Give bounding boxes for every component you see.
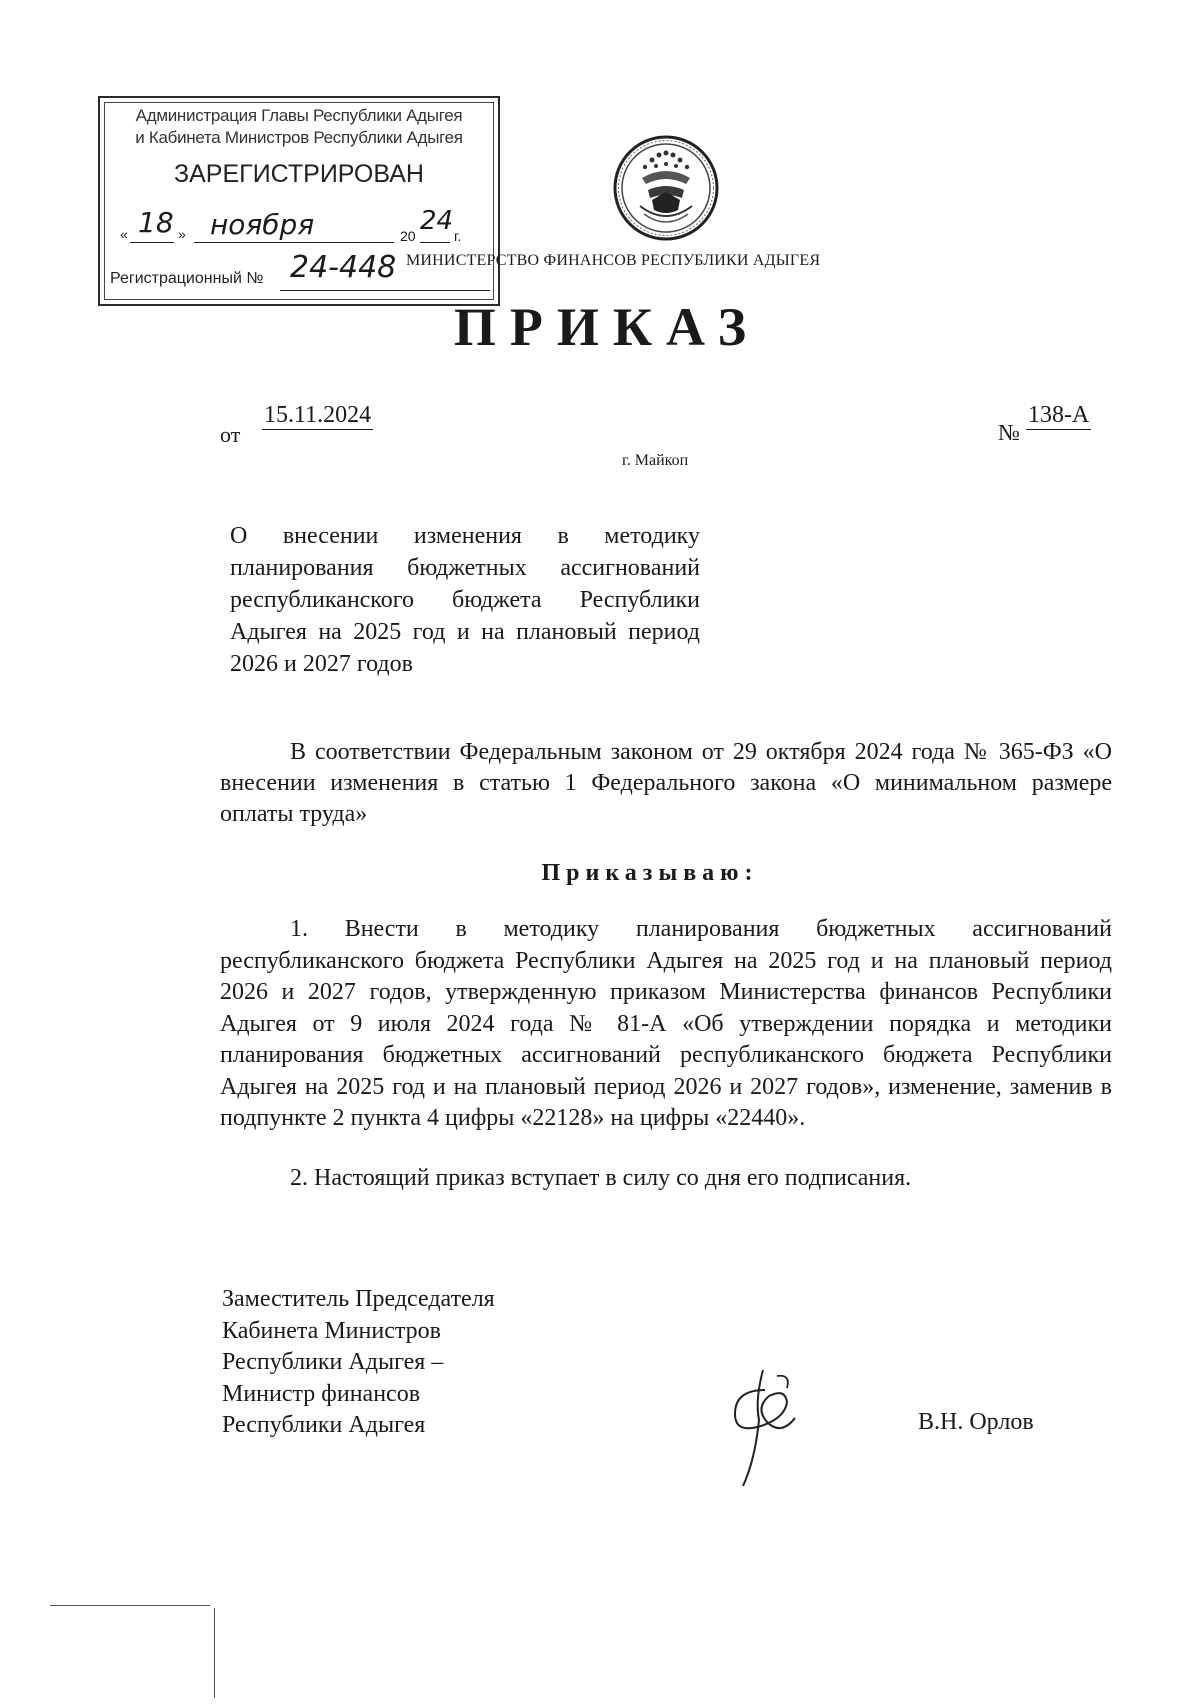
scan-artifact-line (214, 1608, 215, 1698)
document-type-title: ПРИКАЗ (453, 297, 761, 357)
stamp-year-suffix: 24 (420, 206, 454, 236)
stamp-year-underline (420, 242, 450, 243)
stamp-day: 18 (138, 206, 174, 239)
stamp-reg-number: 24-448 (290, 250, 397, 285)
stamp-year-prefix: 20 (400, 228, 416, 244)
signer-title-line: Кабинета Министров (222, 1317, 441, 1344)
coat-of-arms-icon (612, 134, 720, 242)
stamp-day-underline (130, 242, 174, 243)
signer-title-line: Республики Адыгея – (222, 1349, 444, 1375)
order-subject: О внесении изменения в методику планирования бюджетных ассигнований республиканского бюджета Республики Адыгея на 2025 год и на плановый период 2026 и 2027 годов (230, 523, 700, 677)
preamble: В соответствии Федеральным законом от 29 октября 2024 года № 365-ФЗ «О внесении изменения в статью 1 Федерального закона «О минимальном размере оплаты труда» (220, 739, 1112, 827)
stamp-quote-close: » (178, 226, 186, 242)
registration-stamp (98, 96, 500, 306)
signer-title (222, 1284, 495, 1442)
date-value: 15.11.2024 (264, 402, 372, 428)
signer-title-line: Республики Адыгея (222, 1412, 426, 1438)
scan-artifact-line (50, 1605, 210, 1606)
clause-2: 2. Настоящий приказ вступает в силу со дня его подписания. (290, 1165, 912, 1191)
stamp-quote-open: « (120, 226, 128, 242)
city: г. Майкоп (622, 452, 689, 469)
signer-title-line: Заместитель Председателя (222, 1286, 495, 1312)
stamp-date-row (114, 206, 488, 246)
order-date (220, 402, 404, 446)
stamp-reg-underline (280, 290, 490, 291)
stamp-reg-label: Регистрационный № (110, 270, 264, 287)
stamp-month: ноября (210, 208, 315, 241)
order-number (998, 402, 1098, 446)
handwritten-signature-icon (725, 1360, 815, 1490)
stamp-org-line1: Администрация Главы Республики Адыгея (135, 106, 463, 125)
signer-title-line: Министр финансов (222, 1380, 421, 1407)
number-value: 138-А (1028, 402, 1090, 428)
clause-1: 1. Внести в методику планирования бюджетных ассигнований республиканского бюджета Республики Адыгея на 2025 год и на плановый период 2026 и 2027 годов, утвержденную приказом Министерства финансов Республики Адыгея от 9 июля 2024 года № 81-А «Об утверждении порядка и методики планирования бюджетных ассигнований республиканского бюджета Республики Адыгея на 2025 год и на плановый период 2026 и 2027 годов», изменение, заменив в подпункте 2 пункта 4 цифры «22128» на цифры «22440». (220, 916, 1112, 1131)
signer-name: В.Н. Орлов (918, 1409, 1034, 1435)
stamp-year-abbr: г. (454, 228, 462, 244)
ministry-name: МИНИСТЕРСТВО ФИНАНСОВ РЕСПУБЛИКИ АДЫГЕЯ (406, 252, 821, 269)
stamp-org-line2: и Кабинета Министров Республики Адыгея (135, 128, 463, 147)
date-prefix: от (220, 422, 241, 447)
stamp-status: ЗАРЕГИСТРИРОВАН (174, 160, 424, 188)
number-sign: № (998, 420, 1020, 445)
order-heading: Приказываю: (541, 860, 759, 886)
stamp-month-underline (194, 242, 394, 243)
